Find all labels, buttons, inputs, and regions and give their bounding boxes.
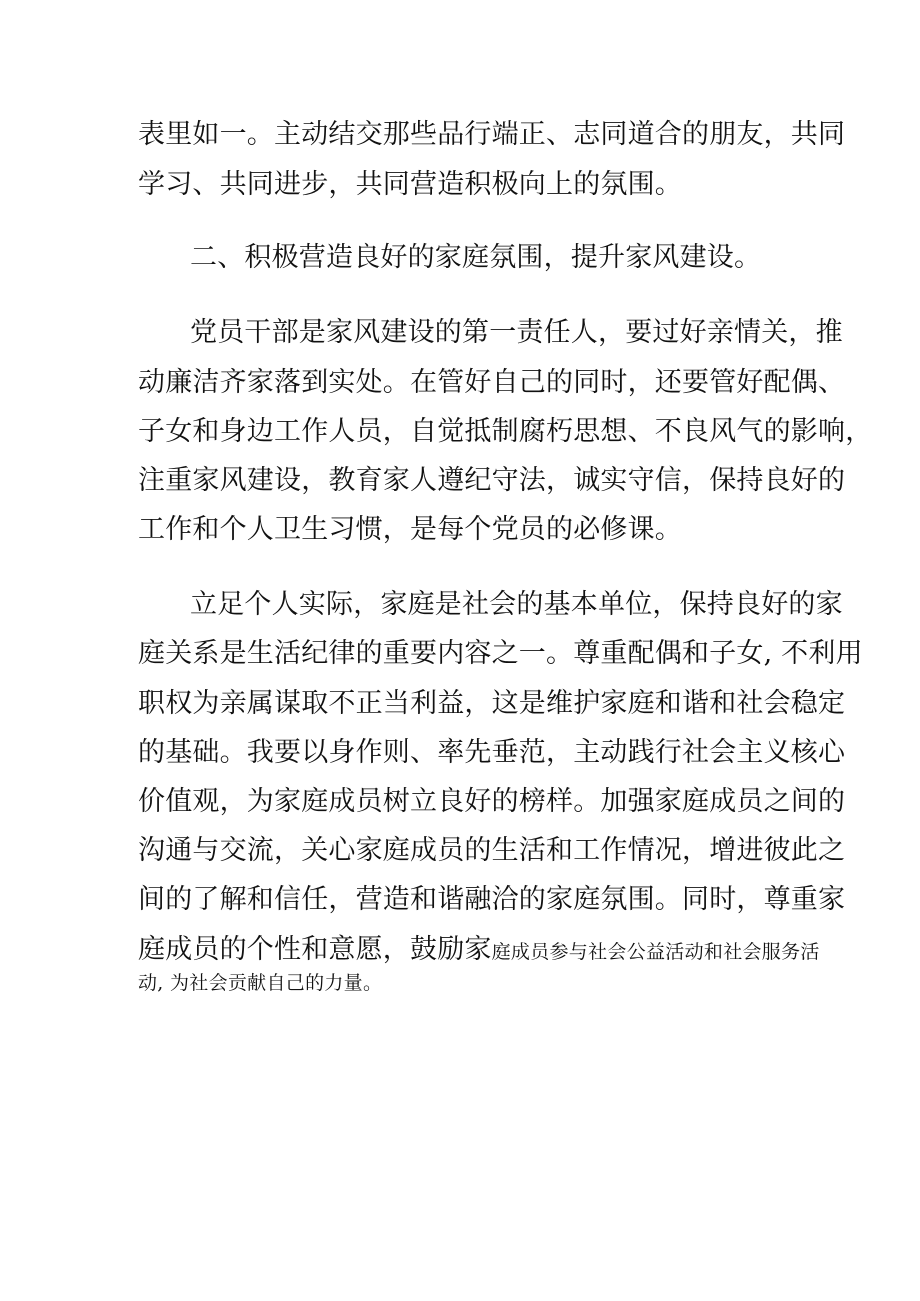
text-line: 庭关系是生活纪律的重要内容之一。尊重配偶和子女, 不利用 [138,638,863,669]
text-line: 注重家风建设，教育家人遵纪守法，诚实守信，保持良好的 [138,465,846,496]
text-line: 学习、共同进步，共同营造积极向上的氛围。 [138,169,682,200]
text-line: 表里如一。主动结交那些品行端正、志同道合的朋友，共同 [138,119,846,150]
text-line: 沟通与交流，关心家庭成员的生活和工作情况，增进彼此之 [138,835,846,866]
text-line: 动廉洁齐家落到实处。在管好自己的同时，还要管好配偶、 [138,367,846,398]
text-line: 动, 为社会贡献自己的力量。 [138,972,383,994]
text-line: 党员干部是家风建设的第一责任人，要过好亲情关，推 [190,317,843,348]
text-line-small-tail: 庭成员参与社会公益活动和社会服务活 [491,941,820,963]
text-line: 间的了解和信任，营造和谐融洽的家庭氛围。同时，尊重家 [138,884,846,915]
text-line: 子女和身边工作人员，自觉抵制腐朽思想、不良风气的影响， [138,416,873,447]
text-line: 职权为亲属谋取不正当利益，这是维护家庭和谐和社会稳定 [138,688,846,719]
text-line: 的基础。我要以身作则、率先垂范，主动践行社会主义核心 [138,737,846,768]
text-line-start: 庭成员的个性和意愿，鼓励家 [138,934,492,965]
text-line: 价值观，为家庭成员树立良好的榜样。加强家庭成员之间的 [138,786,846,817]
text-line: 工作和个人卫生习惯，是每个党员的必修课。 [138,514,682,545]
text-line: 立足个人实际，家庭是社会的基本单位，保持良好的家 [190,589,843,620]
section-heading: 二、积极营造良好的家庭氛围，提升家风建设。 [190,242,762,273]
